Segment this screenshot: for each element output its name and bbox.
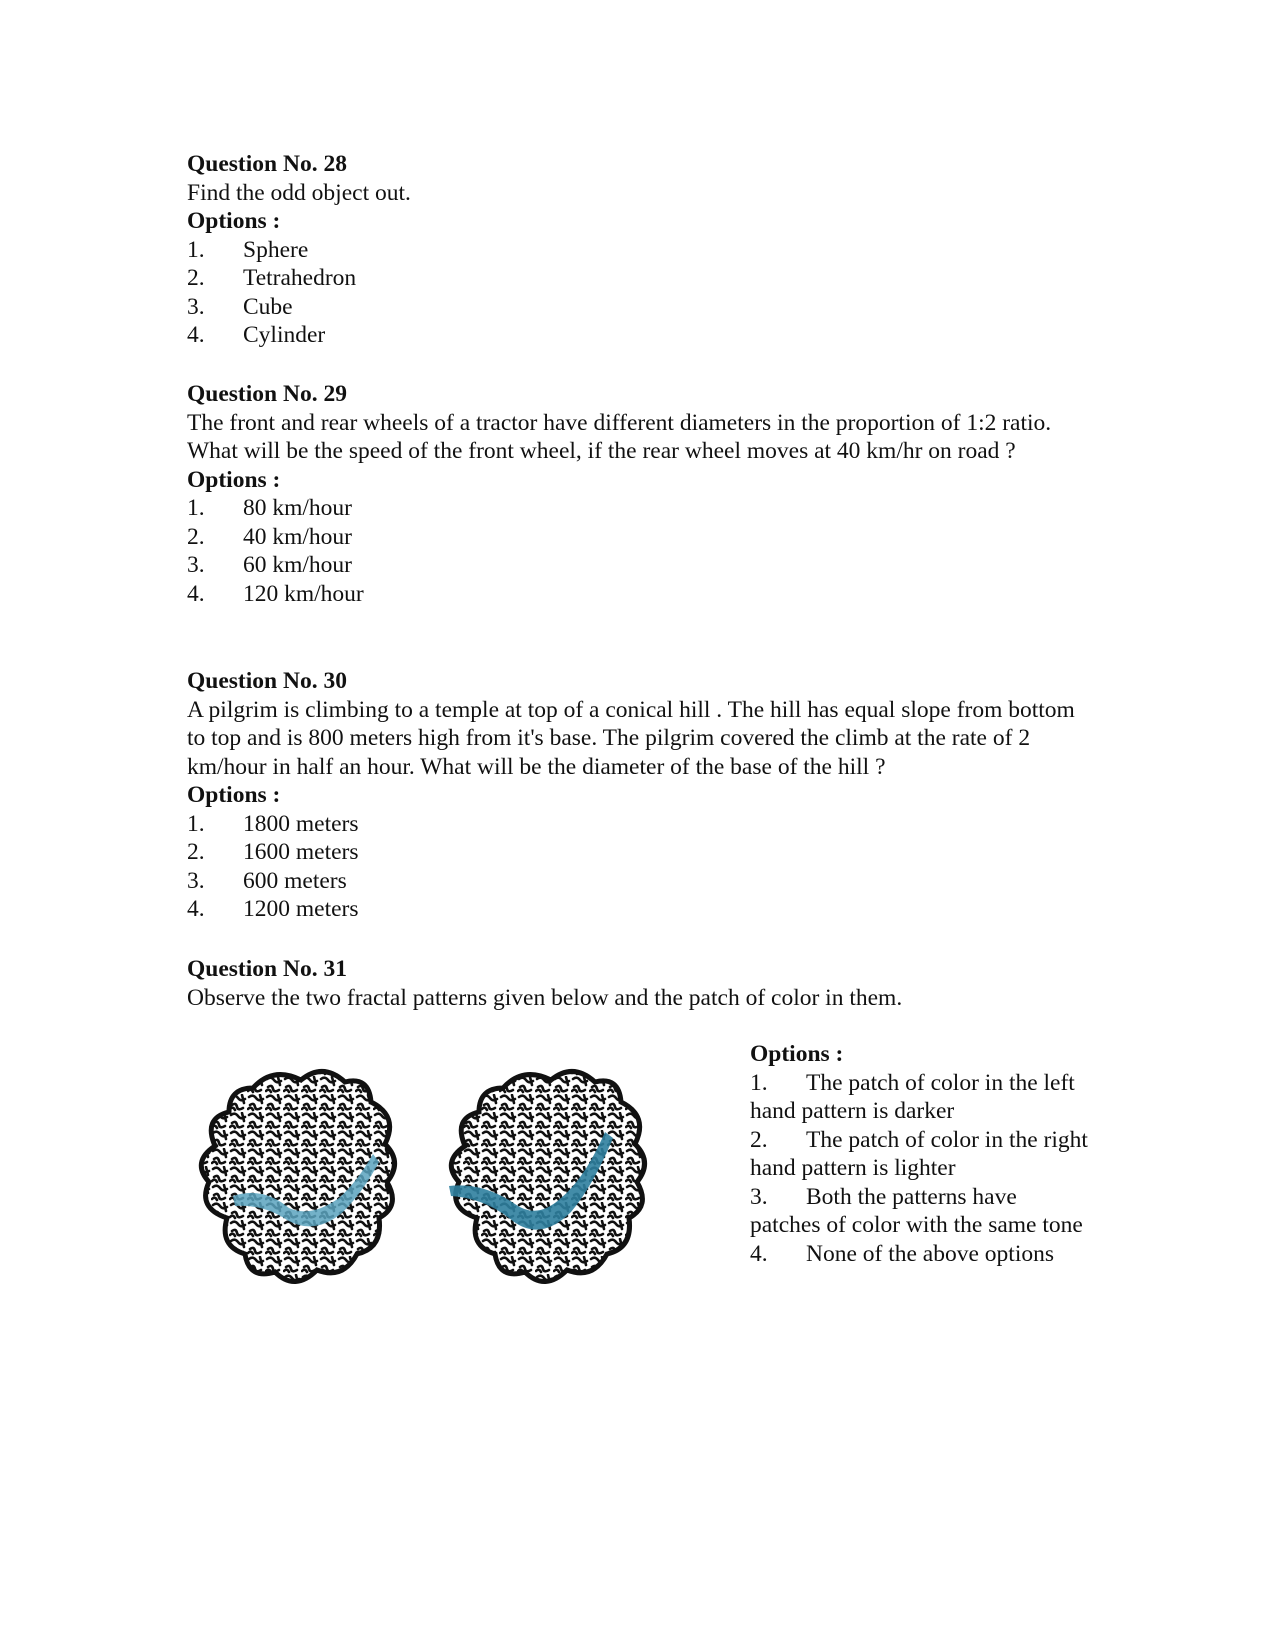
option-text: 60 km/hour [243,552,353,578]
fractal-patterns-figure [193,1058,713,1318]
option-number: 1. [750,1069,768,1096]
option-number: 1. [187,810,205,837]
question-30 [187,667,1087,924]
option-text: None of the above options [806,1240,1055,1267]
option-text: Cylinder [243,322,326,348]
option-item [750,1126,1090,1183]
option-number: 2. [187,839,205,865]
option-number: 4. [187,322,205,348]
option-text: 1600 meters [243,839,359,865]
option-text: 80 km/hour [243,495,353,521]
option-number: 2. [187,265,205,291]
option-number: 4. [187,896,205,922]
question-text: Find the odd object out. [187,179,411,206]
options-label: Options : [187,466,281,493]
option-item [187,867,1087,896]
option-text: Sphere [243,236,309,263]
question-title: Question No. 30 [187,668,347,694]
right-fractal-pattern [449,1071,645,1281]
option-text: 600 meters [243,867,347,894]
question-text: The front and rear wheels of a tractor have different diameters in the proportion of 1:2 ratio. What will be the speed of the front wheel, if the rear wheel moves at 40 km/hr on road ? [187,409,1052,464]
option-item [750,1069,1090,1126]
option-text: Tetrahedron [243,265,357,291]
option-number: 4. [750,1240,768,1267]
option-text: 120 km/hour [243,580,364,607]
question-title: Question No. 31 [187,956,347,982]
question-text: A pilgrim is climbing to a temple at top of a conical hill . The hill has equal slope from bottom to top and is 800 meters high from it's base. The pilgrim covered the climb at the rate of 2 km/hour in half an hour. What will be the diameter of the base of the hill ? [187,696,1075,780]
option-number: 2. [187,523,205,550]
option-item [187,551,1087,580]
option-text: 1800 meters [243,810,359,837]
option-item [187,895,1087,924]
option-item [187,236,1087,265]
option-item [187,810,1087,839]
fractal-patterns-svg [193,1058,713,1318]
option-number: 4. [187,580,205,607]
options-label: Options : [187,782,281,808]
question-31-options [750,1040,1090,1268]
option-item [750,1183,1090,1240]
option-text: Cube [243,293,293,320]
options-label: Options : [187,208,281,234]
question-text: Observe the two fractal patterns given below and the patch of color in them. [187,984,903,1011]
option-number: 1. [187,236,205,263]
option-item [750,1240,1090,1269]
left-fractal-pattern [201,1071,394,1281]
option-number: 3. [750,1183,768,1210]
option-number: 3. [187,293,205,320]
question-31 [187,955,1087,1012]
option-text: The patch of color in the right hand pattern is lighter [750,1126,1088,1181]
option-number: 2. [750,1126,768,1153]
options-label: Options : [750,1041,844,1067]
option-item [187,321,1087,350]
option-number: 3. [187,867,205,894]
option-item [187,580,1087,609]
option-text: The patch of color in the left hand pattern is darker [750,1069,1075,1124]
option-item [187,293,1087,322]
options-list [187,494,1087,608]
question-title: Question No. 29 [187,381,347,407]
option-text: 40 km/hour [243,523,353,550]
question-title: Question No. 28 [187,151,347,177]
question-28 [187,150,1087,350]
option-item [187,523,1087,552]
option-item [187,494,1087,523]
option-number: 3. [187,552,205,578]
option-text: Both the patterns have patches of color with the same tone [750,1183,1083,1238]
options-list [187,236,1087,350]
option-number: 1. [187,495,205,521]
option-text: 1200 meters [243,896,359,922]
options-list [187,810,1087,924]
option-item [187,838,1087,867]
question-29 [187,380,1087,608]
option-item [187,264,1087,293]
